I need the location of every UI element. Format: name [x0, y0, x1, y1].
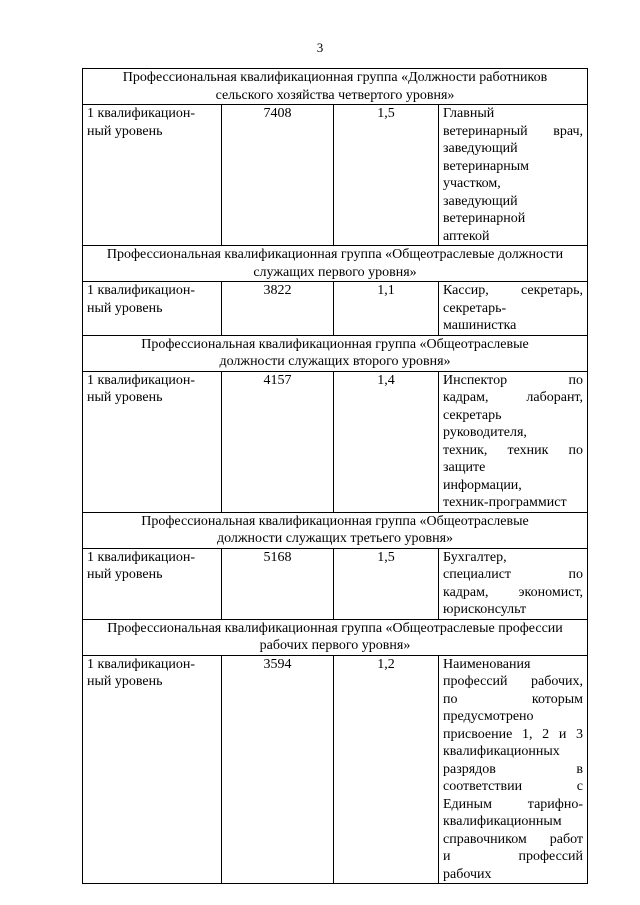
group-title-line: Профессиональная квалификационная группа «Должности работников	[122, 70, 548, 85]
position-line: техник-программист	[443, 495, 567, 510]
qualification-level-line: 1 квалификацион-	[87, 656, 196, 672]
coefficient-value: 1,2	[334, 655, 439, 884]
qualification-level-line: 1 квалификацион-	[87, 549, 196, 565]
coefficient-value: 1,4	[334, 371, 439, 512]
salary-value: 3822	[222, 282, 334, 336]
position-line: ветеринарной	[443, 211, 526, 226]
group-header-row	[83, 512, 588, 548]
position-line: Единым тарифно-	[443, 796, 584, 812]
table-row	[83, 548, 588, 619]
position-line: участком,	[443, 176, 501, 191]
position-line: и профессий	[443, 849, 584, 864]
position-line: Кассир, секретарь,	[443, 283, 584, 298]
salary-value: 7408	[222, 105, 334, 246]
group-title-line: должности служащих второго уровня»	[219, 354, 451, 369]
table-row	[83, 371, 588, 512]
qualification-level-line: 1 квалификацион-	[87, 283, 196, 298]
coefficient-value: 1,1	[334, 282, 439, 336]
positions-list	[439, 282, 588, 336]
table-body	[83, 69, 588, 884]
coefficient-value: 1,5	[334, 105, 439, 246]
qualification-level-line: 1 квалификацион-	[87, 372, 196, 388]
group-title-line: Профессиональная квалификационная группа «Общеотраслевые	[141, 513, 529, 529]
table-row	[83, 282, 588, 336]
position-line: заведующий	[443, 193, 518, 209]
salary-value: 4157	[222, 371, 334, 512]
group-title	[83, 619, 588, 655]
position-line: руководителя,	[443, 425, 527, 440]
position-line: присвоение 1, 2 и 3	[443, 726, 584, 742]
position-line: ветеринарным	[443, 158, 530, 174]
qualification-level-line: ный уровень	[87, 123, 163, 139]
qualification-level	[83, 105, 222, 246]
group-header-row	[83, 619, 588, 655]
position-line: квалификационным	[443, 814, 562, 829]
qualification-level-line: ный уровень	[87, 390, 163, 405]
position-line: рабочих	[443, 866, 492, 882]
positions-list	[439, 655, 588, 884]
position-line: специалист по	[443, 567, 584, 582]
position-line: разрядов в	[443, 761, 584, 777]
group-header-row	[83, 246, 588, 282]
position-line: информации,	[443, 477, 522, 493]
salary-value: 5168	[222, 548, 334, 619]
group-title-line: рабочих первого уровня»	[259, 638, 411, 653]
position-line: техник, техник по	[443, 442, 584, 458]
position-line: секретарь	[443, 407, 502, 423]
group-title-line: сельского хозяйства четвертого уровня»	[215, 87, 455, 103]
position-line: аптекой	[443, 228, 490, 244]
position-line: защите	[443, 460, 486, 475]
position-line: секретарь-	[443, 300, 507, 316]
qualification-level	[83, 548, 222, 619]
salary-value: 3594	[222, 655, 334, 884]
position-line: профессий рабочих,	[443, 674, 584, 689]
group-title-line: служащих первого уровня»	[253, 264, 417, 280]
group-header-row	[83, 335, 588, 371]
position-line: ветеринарный врач,	[443, 123, 584, 139]
group-title-line: Профессиональная квалификационная группа «Общеотраслевые должности	[106, 247, 564, 262]
position-line: кадрам, экономист,	[443, 584, 584, 600]
position-line: кадрам, лаборант,	[443, 390, 584, 405]
position-line: Главный	[443, 106, 495, 121]
positions-list	[439, 371, 588, 512]
group-header-row	[83, 69, 588, 105]
group-title-line: должности служащих третьего уровня»	[216, 531, 454, 546]
position-line: по которым	[443, 691, 584, 707]
position-line: квалификационных	[443, 744, 560, 759]
group-title	[83, 335, 588, 371]
page-number: 3	[316, 40, 324, 55]
position-line: заведующий	[443, 141, 518, 156]
qualification-level	[83, 655, 222, 884]
qualification-level-line: ный уровень	[87, 567, 163, 582]
qualification-level-line: ный уровень	[87, 300, 163, 316]
qualification-level	[83, 282, 222, 336]
group-title-line: Профессиональная квалификационная группа «Общеотраслевые профессии	[107, 620, 563, 636]
group-title	[83, 512, 588, 548]
positions-list	[439, 548, 588, 619]
position-line: соответствии с	[443, 779, 584, 794]
qualification-level-line: 1 квалификацион-	[87, 106, 196, 121]
group-title	[83, 69, 588, 105]
position-line: юрисконсульт	[443, 602, 527, 617]
salary-table	[82, 68, 588, 884]
position-line: Инспектор по	[443, 372, 584, 388]
qualification-level	[83, 371, 222, 512]
table-row	[83, 655, 588, 884]
group-title-line: Профессиональная квалификационная группа «Общеотраслевые	[141, 336, 529, 352]
position-line: предусмотрено	[443, 709, 534, 724]
qualification-level-line: ный уровень	[87, 674, 163, 689]
group-title	[83, 246, 588, 282]
position-line: машинистка	[443, 318, 517, 333]
coefficient-value: 1,5	[334, 548, 439, 619]
position-line: Бухгалтер,	[443, 549, 507, 565]
position-line: справочником работ	[443, 831, 584, 847]
positions-list	[439, 105, 588, 246]
position-line: Наименования	[443, 656, 531, 672]
table-row	[83, 105, 588, 246]
